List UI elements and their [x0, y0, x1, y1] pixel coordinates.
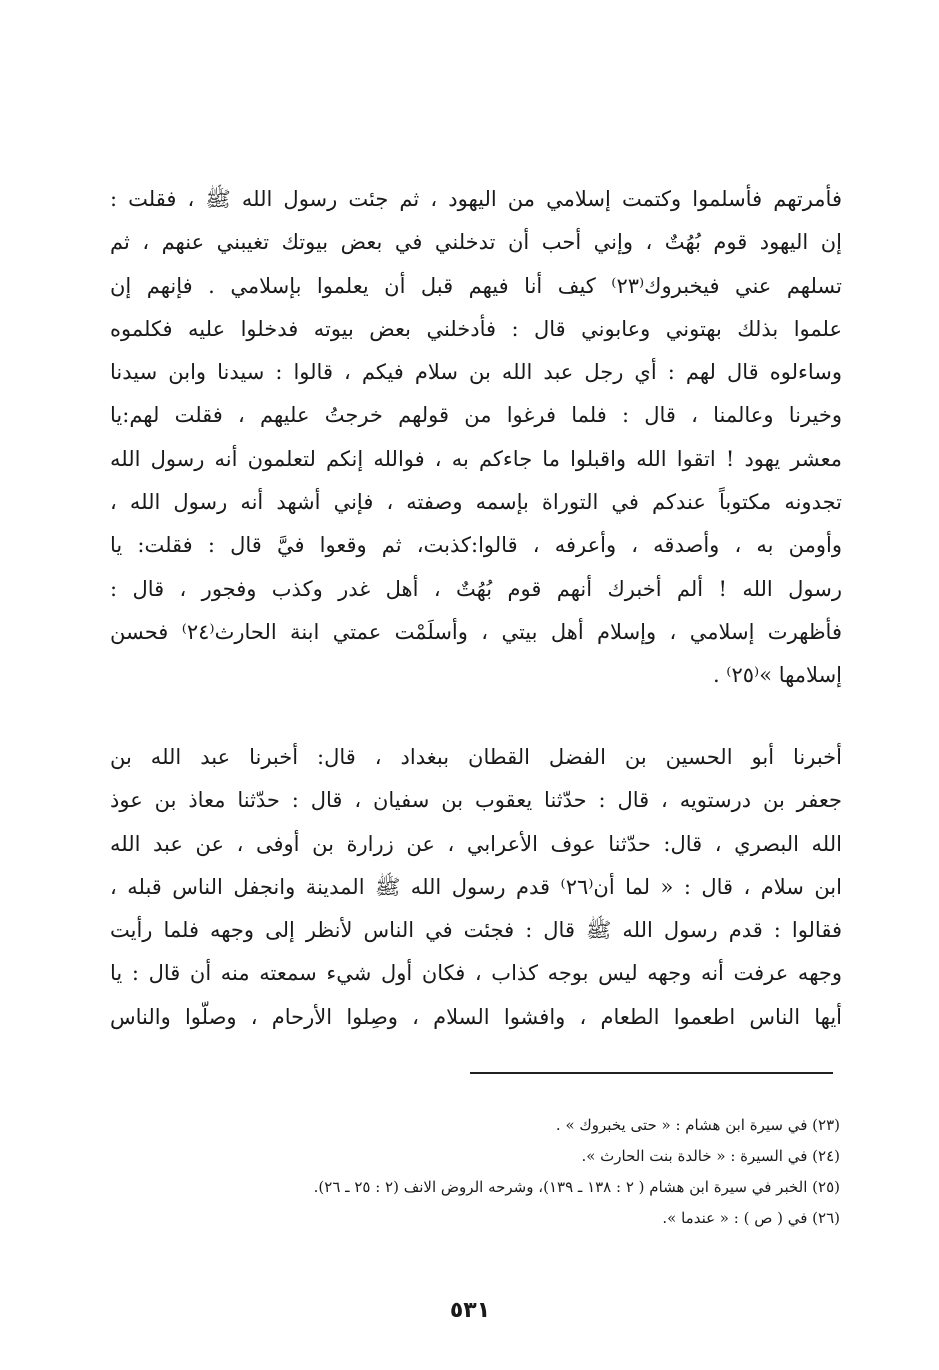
- text-line: أخبرنا أبو الحسين بن الفضل القطان ببغداد ، قال: أخبرنا عبد الله بن: [110, 745, 842, 769]
- text-line: فقالوا : قدم رسول الله ﷺ قال : فجئت في الناس لأنظر إلى وجهه فلما رأيت: [110, 918, 842, 943]
- paragraph-1: [110, 178, 842, 698]
- text-line: رسول الله ! ألم أخبرك أنهم قوم بُهُتٌ ، أهل غدر وكذب وفجور ، قال :: [110, 576, 842, 601]
- text-line: تسلهم عني فيخبروك⁽٢٣⁾ كيف أنا فيهم قبل أن يعلموا بإسلامي . فإنهم إن: [110, 273, 842, 298]
- text-line: الله البصري ، قال: حدّثنا عوف الأعرابي ، عن زرارة بن أوفى ، عن عبد الله: [110, 831, 842, 856]
- text-line: جعفر بن درستويه ، قال : حدّثنا يعقوب بن سفيان ، قال : حدّثنا معاذ بن عوذ: [110, 788, 842, 813]
- text-line: وخيرنا وعالمنا ، قال : فلما فرغوا من قولهم خرجتُ عليهم ، فقلت لهم:يا: [110, 403, 842, 428]
- text-line: معشر يهود ! اتقوا الله واقبلوا ما جاءكم به ، فوالله إنكم لتعلمون أنه رسول الله: [110, 446, 842, 471]
- footnote: (٢٤) في السيرة : « خالدة بنت الحارث ».: [581, 1147, 840, 1165]
- footnote: (٢٣) في سيرة ابن هشام : « حتى يخبروك » .: [555, 1116, 840, 1134]
- text-line: إن اليهود قوم بُهُتٌ ، وإني أحب أن تدخلني في بعض بيوتك تغيبني عنهم ، ثم: [110, 230, 842, 255]
- text-line: علموا بذلك بهتوني وعابوني قال : فأدخلني بعض بيوته فدخلوا عليه فكلموه: [110, 316, 842, 341]
- text-line: فأمرتهم فأسلموا وكتمت إسلامي من اليهود ، ثم جئت رسول الله ﷺ ، فقلت :: [110, 187, 842, 211]
- text-line: وجهه عرفت أنه وجهه ليس بوجه كذاب ، فكان أول شيء سمعته منه أن قال : يا: [110, 961, 842, 986]
- paragraph-2: [110, 736, 842, 1039]
- text-line: ابن سلام ، قال : « لما أن⁽٢٦⁾ قدم رسول الله ﷺ المدينة وانجفل الناس قبله ،: [110, 874, 842, 899]
- text-line: تجدونه مكتوباً عندكم في التوراة بإسمه وصفته ، فإني أشهد أنه رسول الله ،: [110, 490, 842, 515]
- text-line: أيها الناس اطعموا الطعام ، وافشوا السلام ، وصِلوا الأرحام ، وصلّوا والناس: [110, 1004, 842, 1029]
- text-line: إسلامها »⁽٢٥⁾ .: [712, 663, 842, 688]
- text-line: فأظهرت إسلامي ، وإسلام أهل بيتي ، وأسلَمْت عمتي ابنة الحارث⁽٢٤⁾ فحسن: [110, 619, 842, 644]
- text-line: وأومن به ، وأصدقه ، وأعرفه ، قالوا:كذبت، ثم وقعوا فيَّ قال : فقلت: يا: [110, 533, 842, 558]
- footnote-divider: [470, 1072, 833, 1074]
- page-number: ٥٣١: [449, 1298, 491, 1323]
- footnote: (٢٥) الخبر في سيرة ابن هشام ( ٢ : ١٣٨ ـ ١٣٩)، وشرحه الروض الانف (٢ : ٢٥ ـ ٢٦).: [313, 1178, 840, 1196]
- footnote: (٢٦) في ( ص ) : « عندما ».: [662, 1209, 840, 1227]
- footnotes: [180, 1110, 840, 1234]
- text-line: وساءلوه قال لهم : أي رجل عبد الله بن سلام فيكم ، قالوا : سيدنا وابن سيدنا: [110, 360, 842, 385]
